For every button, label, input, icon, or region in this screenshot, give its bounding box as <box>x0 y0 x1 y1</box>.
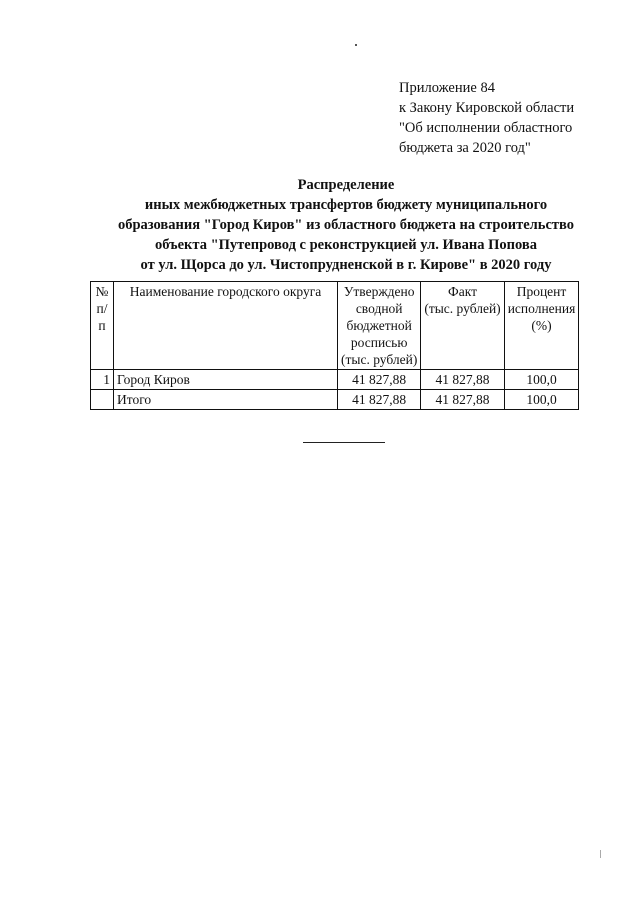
appendix-line: бюджета за 2020 год" <box>399 140 531 156</box>
total-row <box>91 390 579 410</box>
appendix-line: "Об исполнении областного <box>399 120 573 136</box>
total-percent: 100,0 <box>504 390 579 410</box>
document-title <box>90 175 602 275</box>
appendix-line: Приложение 84 <box>399 80 495 96</box>
header-fact-line: (тыс. рублей) <box>424 301 501 316</box>
title-line: от ул. Щорса до ул. Чистопрудненской в г. Кирове" в 2020 году <box>140 257 552 273</box>
table-row <box>91 370 579 390</box>
row-fact: 41 827,88 <box>421 370 504 390</box>
title-line: иных межбюджетных трансфертов бюджету муниципального <box>144 197 548 213</box>
header-fact-line: Факт <box>448 284 477 299</box>
end-divider <box>303 442 385 443</box>
total-num-empty <box>91 390 114 410</box>
header-plan-line: росписью <box>350 335 408 350</box>
header-plan-line: (тыс. рублей) <box>341 352 418 367</box>
title-line: образования "Город Киров" из областного бюджета на строительство <box>117 217 575 233</box>
header-plan-line: бюджетной <box>346 318 412 333</box>
total-plan: 41 827,88 <box>338 390 421 410</box>
row-plan: 41 827,88 <box>338 370 421 390</box>
table-header-row <box>91 282 579 370</box>
appendix-note <box>399 78 574 158</box>
header-plan-line: сводной <box>355 301 403 316</box>
row-percent: 100,0 <box>504 370 579 390</box>
header-name <box>114 282 338 370</box>
header-name-text: Наименование городского округа <box>129 284 322 299</box>
scan-mark <box>355 44 357 46</box>
header-num-line1: № <box>95 284 109 299</box>
total-fact: 41 827,88 <box>421 390 504 410</box>
distribution-table <box>90 281 579 410</box>
header-num-line2: п/п <box>96 301 108 333</box>
scan-edge-mark <box>600 850 601 858</box>
total-label: Итого <box>114 390 338 410</box>
header-plan-line: Утверждено <box>343 284 415 299</box>
title-line: объекта "Путепровод с реконструкцией ул. Ивана Попова <box>155 237 537 253</box>
row-num: 1 <box>91 370 114 390</box>
appendix-line: к Закону Кировской области <box>399 100 575 116</box>
header-percent <box>504 282 579 370</box>
header-plan <box>338 282 421 370</box>
title-line: Распределение <box>297 177 395 193</box>
header-percent-line: исполнения <box>507 301 576 316</box>
row-name: Город Киров <box>114 370 338 390</box>
header-num <box>91 282 114 370</box>
header-fact <box>421 282 504 370</box>
header-percent-line: Процент <box>516 284 567 299</box>
header-percent-line: (%) <box>531 318 552 333</box>
